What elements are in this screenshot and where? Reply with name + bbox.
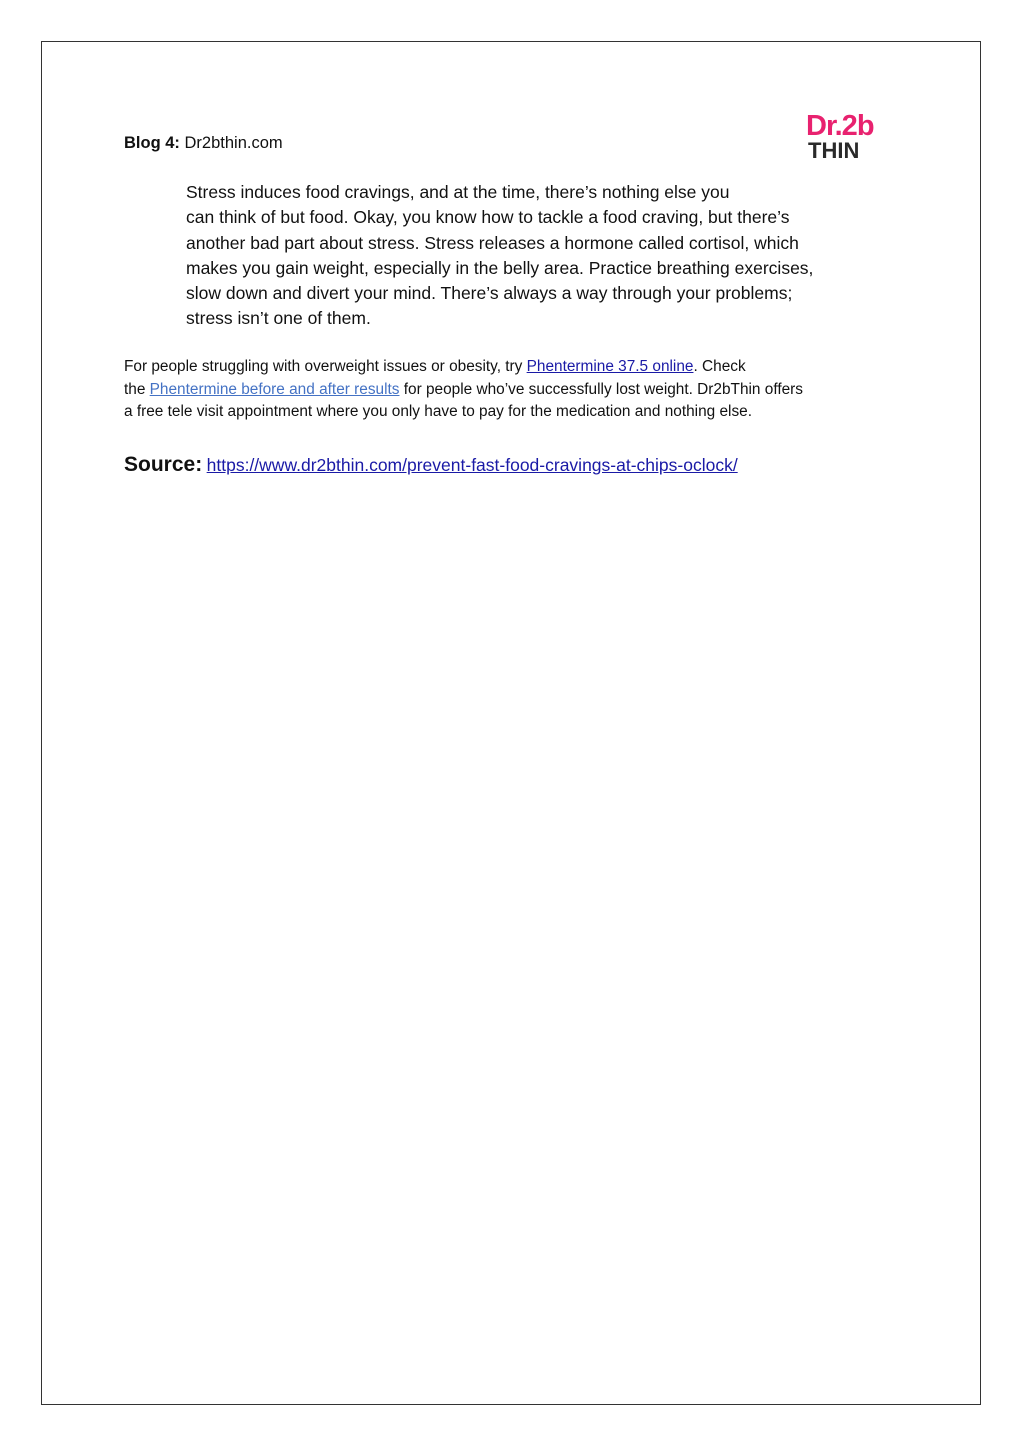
logo-top-text: Dr.2b [806, 110, 874, 142]
logo-bottom-text: THIN [808, 138, 860, 163]
intro-line: Stress induces food cravings, and at the time, there’s nothing else you [186, 182, 730, 202]
cta-line-1 [124, 356, 914, 379]
intro-line: another bad part about stress. Stress releases a hormone called cortisol, which [186, 232, 799, 253]
cta-text: . Check [693, 358, 746, 375]
blog-site-name: Dr2bthin.com [184, 134, 283, 152]
blog-heading [124, 133, 283, 153]
cta-line-3: a free tele visit appointment where you only have to pay for the medication and nothing else. [124, 403, 752, 420]
intro-line: makes you gain weight, especially in the belly area. Practice breathing exercises, [186, 257, 814, 278]
blog-label: Blog 4: [124, 134, 180, 152]
source-url-link[interactable]: https://www.dr2bthin.com/prevent-fast-food-cravings-at-chips-oclock/ [206, 455, 738, 475]
intro-line: can think of but food. Okay, you know how to tackle a food craving, but there’s [186, 207, 790, 228]
cta-text: for people who’ve successfully lost weight. Dr2bThin offers [399, 380, 803, 398]
intro-paragraph [186, 180, 876, 332]
dr2bthin-logo [806, 112, 898, 164]
cta-paragraph [124, 356, 914, 424]
phentermine-results-link[interactable]: Phentermine before and after results [149, 380, 400, 398]
intro-line: slow down and divert your mind. There’s always a way through your problems; [186, 283, 793, 304]
cta-line-2 [124, 379, 914, 402]
intro-line: stress isn’t one of them. [186, 308, 371, 329]
cta-text: the [124, 380, 150, 398]
source-label: Source: [124, 453, 203, 476]
source-line [124, 451, 738, 479]
cta-text: For people struggling with overweight issues or obesity, try [124, 358, 527, 375]
phentermine-online-link[interactable]: Phentermine 37.5 online [526, 358, 694, 375]
